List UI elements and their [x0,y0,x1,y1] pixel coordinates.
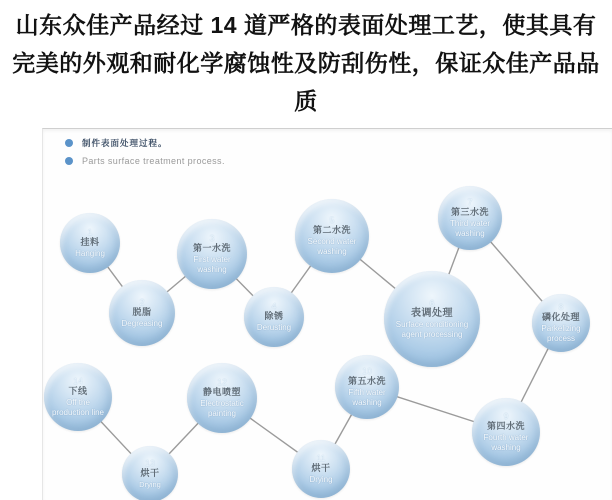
step-label-zh: 磷化处理 [541,312,580,322]
step-label-en: Hanging [75,248,105,258]
step-number: 9 [503,411,509,421]
step-label-zh: 第二水洗 [312,225,351,235]
step-number: 13 [145,457,155,468]
step-number: 1 [87,226,93,237]
step-number: 8 [558,302,564,312]
step-number: 5 [329,215,335,225]
step-label-zh: 表调处理 [411,308,453,319]
step-label-zh: 第五水洗 [347,376,386,386]
step-label-zh: 烘干 [140,467,160,478]
step-label-en: Surface conditioning agent processing [395,320,469,339]
step-number: 2 [139,296,145,307]
step-number: 12 [217,377,227,387]
legend-label-zh: 制件表面处理过程。 [82,138,168,148]
step-label-en: Drying [309,474,333,484]
step-label-zh: 烘干 [311,462,331,473]
step-label-en: Second water washing [307,237,357,256]
step-label-zh: 除锈 [264,310,284,321]
process-step-node [335,355,399,419]
step-number: 4 [271,300,277,311]
process-step-node [295,199,369,273]
step-label-zh: 下线 [68,386,88,396]
process-step-node [292,440,350,498]
process-step-node [438,186,502,250]
step-label-en: Degreasing [121,318,163,328]
process-step-node [44,363,112,431]
process-step-node [122,446,178,500]
step-number: 3 [209,233,215,243]
step-label-zh: 第三水洗 [450,207,489,217]
process-diagram-panel [42,128,612,500]
process-step-node [187,363,257,433]
process-step-node [60,213,120,273]
step-label-en: Electrostatic painting [200,399,244,418]
process-step-node [532,294,590,352]
flow-nodes-layer [43,129,612,500]
step-label-en: First water washing [193,255,231,274]
process-step-node [244,287,304,347]
step-label-en: Third water washing [449,219,490,238]
step-label-zh: 脱脂 [132,306,152,317]
legend-label-en: Parts surface treatment process. [82,156,225,166]
step-number: 10 [362,366,372,376]
step-label-zh: 挂料 [80,236,100,247]
step-label-en: Derusting [256,322,292,332]
step-number: 6 [429,298,435,308]
step-label-en: Fifth water washing [348,388,386,407]
step-number: 7 [467,197,473,207]
step-label-zh: 第四水洗 [486,421,525,431]
process-step-node [177,219,247,289]
page-title: 山东众佳产品经过 14 道严格的表面处理工艺，使其具有完美的外观和耐化学腐蚀性及防刮伤性，保证众佳产品品质 [12,12,600,114]
step-label-en: Fourth water washing [483,433,529,452]
step-label-en: Drying [139,479,161,489]
process-step-node [384,271,480,367]
process-step-node [109,280,175,346]
step-number: 11 [316,452,326,463]
step-label-zh: 第一水洗 [192,243,231,253]
process-step-node [472,398,540,466]
step-label-zh: 静电喷塑 [202,387,241,397]
step-label-en: Parkelizing process [541,324,581,343]
step-number: 14 [73,376,83,386]
step-label-en: Off the production line [51,398,105,417]
